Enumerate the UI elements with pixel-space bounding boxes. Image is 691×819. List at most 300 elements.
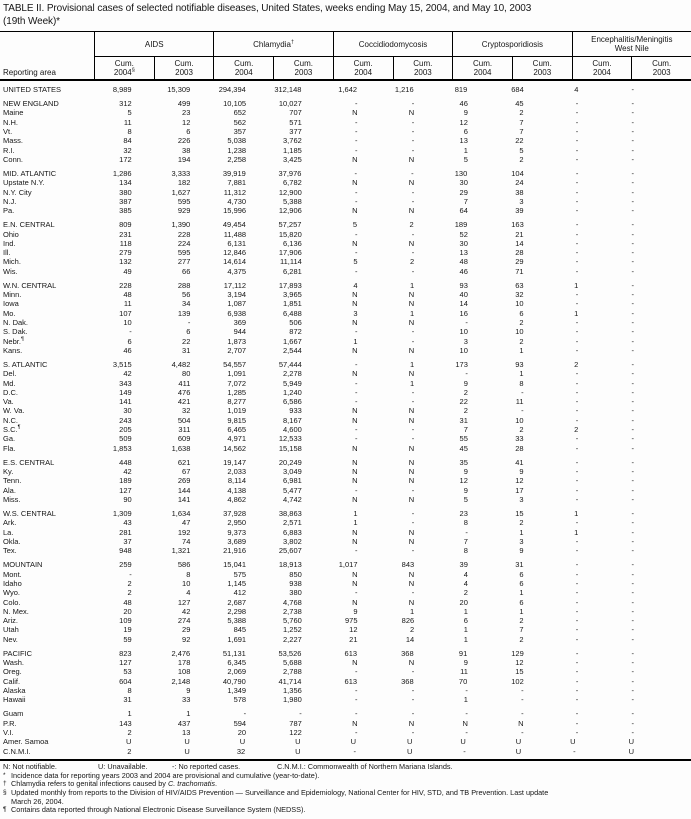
value-cell: 1,017 [338, 560, 358, 570]
value-cell: 7 [519, 625, 524, 635]
table-row [0, 388, 691, 397]
table-row [0, 635, 691, 644]
table-section [0, 649, 691, 705]
value-cell: 53 [123, 667, 132, 677]
value-cell: 5 [463, 154, 468, 164]
value-cell: N [518, 718, 524, 728]
value-cell: - [575, 718, 579, 728]
value-cell: 19,147 [223, 457, 247, 467]
value-cell: 5,760 [283, 616, 302, 626]
value-cell: - [355, 229, 358, 239]
table-section [0, 360, 691, 453]
value-cell: 2 [519, 336, 524, 346]
value-cell: - [631, 308, 634, 318]
value-cell: 2,278 [283, 369, 302, 379]
column-group-coccidioidomycosis [333, 32, 452, 57]
footnote-marker: * [3, 771, 6, 779]
value-cell: 1,642 [338, 85, 358, 94]
value-cell: 9,373 [227, 527, 247, 537]
value-cell: 122 [289, 727, 302, 737]
value-cell: 2 [410, 625, 415, 635]
value-cell: - [411, 145, 415, 155]
footnotes [0, 761, 691, 815]
reporting-area-cell: Mont. [3, 569, 22, 579]
value-cell: 3 [519, 494, 524, 504]
col-header-chlamydia-cum-2003: Cum. 2003 [273, 57, 333, 79]
value-cell: 2 [574, 425, 579, 435]
value-cell: 228 [177, 229, 191, 239]
value-cell: 43 [123, 518, 132, 528]
reporting-area-cell: Tenn. [3, 476, 22, 486]
value-cell: 12 [349, 625, 358, 635]
value-cell: 29 [182, 625, 191, 635]
value-cell: 2 [519, 154, 524, 164]
value-cell: 1 [410, 606, 415, 616]
value-cell: N [408, 494, 415, 504]
value-cell: - [575, 648, 579, 658]
value-cell: 9 [463, 467, 468, 477]
reporting-area-cell: NEW ENGLAND [3, 99, 59, 109]
value-cell: 39 [515, 206, 524, 216]
value-cell: - [575, 569, 579, 579]
table-row [0, 220, 691, 229]
value-cell: 311 [178, 425, 191, 435]
value-cell: 34 [182, 299, 191, 309]
value-cell: 1 [574, 509, 579, 519]
value-cell: 57,257 [278, 220, 302, 230]
value-cell: 6,938 [227, 308, 247, 318]
table-row [0, 737, 691, 746]
group-label: Chlamydia [253, 39, 291, 49]
value-cell: 55 [459, 434, 468, 444]
value-cell: N [408, 345, 415, 355]
value-cell: 809 [119, 220, 132, 230]
table-row [0, 369, 691, 378]
value-cell: 4,730 [227, 196, 247, 206]
col-header-cocci-cum-2004: Cum. 2004 [333, 57, 393, 79]
value-cell: - [631, 126, 634, 136]
reporting-area-cell: Amer. Samoa [3, 737, 49, 747]
table-row [0, 607, 691, 616]
value-cell: 10 [515, 327, 524, 337]
value-cell: - [355, 588, 358, 598]
value-cell: 421 [177, 397, 191, 407]
value-cell: - [631, 238, 634, 248]
value-cell: 40 [459, 290, 468, 300]
value-cell: 368 [401, 676, 414, 686]
value-cell: 15,309 [167, 85, 191, 94]
value-cell: 28 [515, 248, 524, 258]
value-cell: 6 [519, 569, 524, 579]
value-cell: - [129, 327, 132, 337]
value-cell: 1,356 [283, 685, 302, 695]
table-row [0, 509, 691, 518]
footnote-marker: § [131, 67, 135, 74]
value-cell: - [411, 425, 415, 435]
value-cell: 609 [177, 434, 191, 444]
reporting-area-cell: N.C. [3, 415, 18, 425]
value-cell: - [575, 616, 579, 626]
value-cell: - [631, 667, 634, 677]
value-cell: 10,105 [223, 99, 247, 109]
value-cell: - [575, 178, 579, 188]
value-cell: - [575, 206, 579, 216]
value-cell: 2,788 [283, 667, 302, 677]
table-row [0, 360, 691, 369]
table-row [0, 598, 691, 607]
value-cell: 92 [182, 634, 191, 644]
value-cell: - [575, 248, 579, 258]
value-cell: N [408, 318, 415, 328]
value-cell: 15,041 [223, 560, 247, 570]
value-cell: N [408, 369, 415, 379]
value-cell: 66 [182, 266, 191, 276]
group-label: Encephalitis/Meningitis [591, 35, 673, 44]
value-cell: - [355, 360, 358, 369]
footnote-marker: † [3, 780, 7, 788]
value-cell: - [631, 425, 634, 435]
reporting-area-cell: Del. [3, 369, 17, 379]
value-cell: - [411, 509, 415, 519]
value-cell: - [355, 99, 358, 109]
value-cell: - [411, 126, 415, 136]
reporting-area-cell: W.N. CENTRAL [3, 280, 57, 290]
value-cell: - [631, 569, 634, 579]
value-cell: 189 [454, 220, 468, 230]
col-header-aids-cum-2003: Cum. 2003 [154, 57, 214, 79]
value-cell: - [411, 327, 415, 337]
value-cell: 380 [289, 588, 302, 598]
value-cell: 30 [459, 178, 468, 188]
value-cell: 8 [519, 378, 524, 388]
value-cell: 5 [352, 220, 358, 230]
value-cell: N [352, 206, 358, 216]
reporting-area-cell: MID. ATLANTIC [3, 168, 57, 178]
value-cell: 49 [123, 266, 132, 276]
legend-item: N: Not notifiable. [3, 761, 57, 771]
value-cell: 368 [401, 648, 414, 658]
value-cell: 277 [177, 257, 191, 267]
value-cell: 6 [127, 336, 132, 346]
value-cell: 49,454 [222, 220, 246, 230]
value-cell: 4 [463, 569, 468, 579]
value-cell: U [628, 737, 634, 747]
value-cell: 2 [519, 634, 524, 644]
value-cell: N [352, 318, 358, 328]
value-cell: - [575, 406, 579, 416]
reporting-area-cell: Fla. [3, 443, 16, 453]
value-cell: 1 [463, 145, 468, 155]
footnote-text: . [215, 779, 218, 789]
value-cell: N [352, 345, 358, 355]
value-cell: 182 [177, 178, 191, 188]
value-cell: - [631, 727, 634, 737]
value-cell: - [631, 108, 634, 118]
value-cell: - [243, 709, 247, 719]
value-cell: 3,425 [283, 154, 302, 164]
value-cell: N [352, 457, 358, 467]
value-cell: 52 [459, 229, 468, 239]
value-cell: 448 [119, 457, 132, 467]
value-cell: 15 [515, 509, 524, 519]
value-cell: 4 [353, 280, 358, 290]
footnote-marker: ¶ [3, 806, 7, 814]
value-cell: U [295, 746, 301, 756]
table-row [0, 528, 691, 537]
value-cell: 1 [127, 709, 132, 719]
value-cell: 20 [123, 606, 132, 616]
value-cell: N [408, 290, 415, 300]
value-cell: - [631, 434, 634, 444]
value-cell: - [355, 266, 358, 276]
value-cell: 9 [519, 467, 524, 477]
value-cell: 7 [463, 196, 468, 206]
value-cell: 5,038 [227, 136, 247, 146]
value-cell: 944 [233, 327, 247, 337]
reporting-area-cell: Nev. [3, 634, 18, 644]
table-row [0, 230, 691, 239]
value-cell: N [408, 406, 415, 416]
reporting-area-cell: W.S. CENTRAL [3, 509, 56, 519]
value-cell: 37 [123, 536, 132, 546]
value-cell: - [575, 136, 579, 146]
value-cell: 4,482 [171, 360, 191, 369]
table-row [0, 267, 691, 276]
value-cell: - [575, 625, 579, 635]
value-cell: 20,249 [278, 457, 302, 467]
table-row [0, 299, 691, 308]
value-cell: 41 [515, 457, 524, 467]
value-cell: 2 [574, 360, 579, 369]
value-cell: - [631, 136, 634, 146]
value-cell: 2,227 [283, 634, 302, 644]
value-cell: - [355, 126, 358, 136]
value-cell: 15,158 [278, 443, 302, 453]
value-cell: - [355, 136, 358, 146]
value-cell: - [129, 569, 132, 579]
value-cell: 6,782 [283, 178, 302, 188]
value-cell: - [411, 685, 415, 695]
value-cell: 684 [511, 85, 524, 94]
value-cell: - [355, 327, 358, 337]
table-row [0, 476, 691, 485]
value-cell: 12,906 [278, 206, 302, 216]
value-cell: - [575, 238, 579, 248]
value-cell: 32 [515, 290, 524, 300]
value-cell: - [631, 117, 634, 127]
value-cell: 4 [574, 85, 579, 94]
value-cell: - [411, 387, 415, 397]
value-cell: - [355, 709, 358, 719]
table-row [0, 546, 691, 555]
value-cell: - [575, 546, 579, 556]
value-cell: 8 [127, 126, 132, 136]
value-cell: - [575, 518, 579, 528]
value-cell: - [631, 658, 634, 668]
value-cell: N [352, 494, 358, 504]
value-cell: 281 [119, 527, 132, 537]
legend-item: -: No reported cases. [172, 761, 241, 771]
reporting-area-cell: Vt. [3, 126, 13, 136]
reporting-area-cell: S. Dak. [3, 327, 28, 337]
value-cell: 2 [519, 518, 524, 528]
value-cell: 189 [119, 476, 132, 486]
value-cell: 37,976 [278, 168, 302, 178]
value-cell: 1,286 [112, 168, 132, 178]
value-cell: 42 [182, 606, 191, 616]
value-cell: 24 [515, 178, 524, 188]
value-cell: 575 [233, 569, 247, 579]
value-cell: - [575, 266, 579, 276]
value-cell: 9 [519, 546, 524, 556]
value-cell: 4 [186, 588, 191, 598]
value-cell: N [408, 476, 415, 486]
reporting-area-cell: N. Mex. [3, 606, 29, 616]
reporting-area-cell: La. [3, 527, 14, 537]
value-cell: 10 [459, 327, 468, 337]
value-cell: 6 [463, 126, 468, 136]
col-header-encephalitis-cum-2003: Cum. 2003 [631, 57, 691, 79]
value-cell: 823 [119, 648, 132, 658]
value-cell: 54,557 [223, 360, 247, 369]
value-cell: - [631, 518, 634, 528]
value-cell: 8,989 [112, 85, 132, 94]
value-cell: 12 [515, 658, 524, 668]
reporting-area-cell: Ark. [3, 518, 17, 528]
value-cell: - [575, 290, 579, 300]
value-cell: 22 [515, 136, 524, 146]
value-cell: - [631, 560, 634, 570]
value-cell: - [575, 415, 579, 425]
reporting-area-cell: Calif. [3, 676, 21, 686]
value-cell: 15 [515, 667, 524, 677]
value-cell: - [631, 443, 634, 453]
value-cell: - [575, 727, 579, 737]
value-cell: 1,145 [227, 578, 247, 588]
table-row [0, 537, 691, 546]
table-row [0, 518, 691, 527]
value-cell: 45 [459, 443, 468, 453]
value-cell: 10 [515, 299, 524, 309]
value-cell: - [411, 187, 415, 197]
value-cell: 33 [182, 695, 191, 705]
value-cell: 259 [119, 560, 132, 570]
value-cell: 6 [463, 616, 468, 626]
value-cell: 845 [233, 625, 247, 635]
value-cell: 74 [182, 536, 191, 546]
value-cell: - [187, 318, 191, 328]
value-cell: - [575, 168, 579, 178]
value-cell: 70 [458, 676, 468, 686]
table-row [0, 686, 691, 695]
value-cell: 6,883 [283, 527, 302, 537]
value-cell: 11,114 [279, 257, 302, 267]
value-cell: - [575, 117, 579, 127]
value-cell: 9 [186, 685, 191, 695]
value-cell: 144 [177, 485, 191, 495]
value-cell: 10 [459, 345, 468, 355]
table-row [0, 747, 691, 756]
reporting-area-cell: N.H. [3, 117, 18, 127]
value-cell: - [631, 648, 634, 658]
value-cell: - [575, 145, 579, 155]
value-cell: 1 [353, 509, 358, 519]
value-cell: 141 [177, 494, 191, 504]
value-cell: 1,980 [283, 695, 302, 705]
table-row [0, 188, 691, 197]
value-cell: U [460, 737, 466, 747]
value-cell: 9 [353, 606, 358, 616]
value-cell: 1,853 [112, 443, 132, 453]
value-cell: 46 [459, 266, 468, 276]
value-cell: - [411, 117, 415, 127]
reporting-area-cell: Wis. [3, 266, 18, 276]
table-row [0, 327, 691, 336]
column-group-aids [94, 32, 213, 57]
value-cell: 7 [463, 536, 468, 546]
reporting-area-cell: Idaho [3, 578, 22, 588]
reporting-area-cell: Conn. [3, 154, 24, 164]
value-cell: - [631, 196, 634, 206]
table-row [0, 444, 691, 453]
value-cell: U [515, 737, 522, 747]
value-cell: - [631, 546, 634, 556]
value-cell: 1 [410, 360, 415, 369]
value-cell: 6,131 [227, 238, 247, 248]
value-cell: 2,707 [227, 345, 247, 355]
value-cell: - [631, 634, 634, 644]
value-cell: 4,971 [227, 434, 247, 444]
value-cell: 11 [123, 117, 132, 127]
value-cell: 194 [177, 154, 191, 164]
value-cell: 11,488 [223, 229, 247, 239]
value-cell: 243 [119, 415, 132, 425]
value-cell: 5,688 [283, 658, 302, 668]
value-cell: 3,689 [227, 536, 247, 546]
value-cell: N [352, 154, 358, 164]
value-cell: - [575, 378, 579, 388]
value-cell: 2,950 [227, 518, 247, 528]
footnote-marker: † [290, 38, 295, 45]
value-cell: - [411, 727, 415, 737]
value-cell: 12 [459, 476, 468, 486]
value-cell: 108 [177, 667, 191, 677]
value-cell: - [521, 709, 524, 719]
reporting-area-cell: Alaska [3, 685, 26, 695]
value-cell: 499 [177, 99, 191, 109]
value-cell: 787 [289, 718, 302, 728]
value-cell: - [631, 178, 634, 188]
value-cell: N [408, 527, 415, 537]
reporting-area-cell: N. Dak. [3, 318, 29, 328]
value-cell: 2 [519, 616, 524, 626]
value-cell: 7,881 [227, 178, 247, 188]
value-cell: - [575, 387, 579, 397]
table-row [0, 239, 691, 248]
value-cell: - [411, 667, 415, 677]
value-cell: - [631, 597, 634, 607]
column-group-chlamydia [213, 32, 332, 57]
value-cell: - [355, 546, 358, 556]
value-cell: - [631, 168, 634, 178]
value-cell: U [406, 746, 413, 756]
value-cell: 91 [458, 648, 468, 658]
value-cell: 32 [236, 746, 246, 756]
value-cell: 25,607 [278, 546, 302, 556]
value-cell: 2,687 [227, 597, 247, 607]
reporting-area-cell: Ga. [3, 434, 16, 444]
value-cell: N [352, 290, 358, 300]
